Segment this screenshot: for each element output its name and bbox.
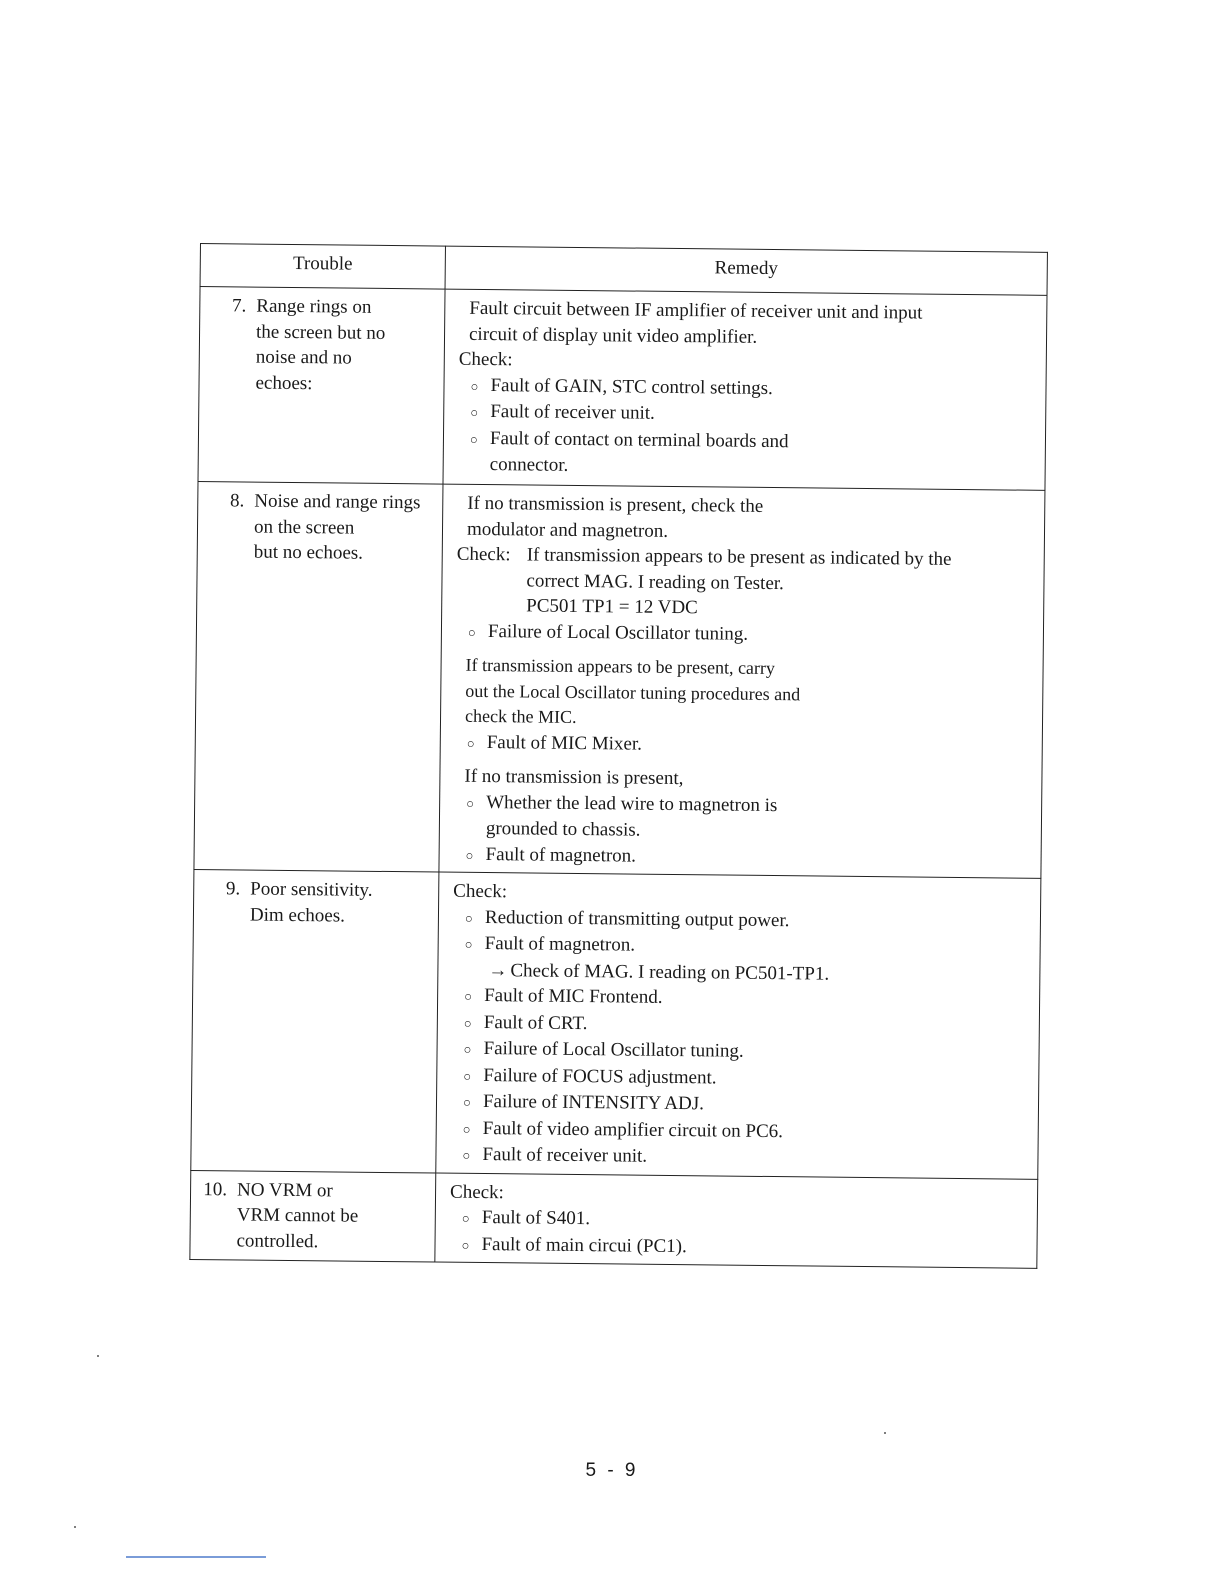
remedy-item: grounded to chassis. (485, 818, 641, 841)
remedy-item: Failure of Local Oscillator tuning. (487, 620, 749, 645)
remedy-item: Fault of MIC Frontend. (484, 985, 663, 1008)
remedy-item: Check of MAG. I reading on PC501-TP1. (510, 959, 830, 985)
remedy-cell (435, 1173, 1038, 1269)
trouble-cell (190, 1170, 436, 1262)
bullet-icon: ○ (462, 1094, 471, 1110)
remedy-line: check the MIC. (464, 705, 577, 727)
remedy-item: Fault of magnetron. (484, 933, 636, 956)
remedy-item: Fault of GAIN, STC control settings. (490, 374, 773, 399)
check-label: Check: (453, 880, 508, 903)
remedy-line: If no transmission is present, check the (467, 492, 764, 517)
trouble-number: 10. (203, 1178, 228, 1200)
table-row (198, 287, 1047, 491)
scan-artifact-line (126, 1556, 266, 1558)
bullet-icon: ○ (464, 936, 473, 952)
table-row (190, 1170, 1038, 1268)
trouble-number: 7. (231, 295, 247, 317)
trouble-number: 9. (225, 878, 241, 900)
trouble-line: the screen but no (255, 321, 386, 344)
remedy-item: Reduction of transmitting output power. (484, 906, 790, 931)
trouble-line: Poor sensitivity. (250, 878, 373, 901)
trouble-cell (191, 869, 439, 1172)
bullet-icon: ○ (462, 1121, 471, 1137)
scan-speck (884, 1432, 886, 1434)
check-label: Check: (449, 1181, 505, 1203)
remedy-item: Fault of receiver unit. (490, 401, 655, 424)
remedy-item: connector. (489, 454, 569, 476)
remedy-item: Whether the lead wire to magnetron is (486, 791, 778, 816)
bullet-icon: ○ (461, 1237, 470, 1253)
remedy-line: If transmission appears to be present as indicated by the (526, 544, 952, 570)
bullet-icon: ○ (464, 910, 473, 926)
remedy-item: Fault of video amplifier circuit on PC6. (482, 1117, 784, 1142)
remedy-item: Fault of main circui (PC1). (481, 1233, 687, 1257)
remedy-line: circuit of display unit video amplifier. (468, 323, 758, 348)
trouble-line: Noise and range rings (254, 490, 421, 514)
remedy-item: Fault of contact on terminal boards and (489, 427, 789, 452)
remedy-line: If transmission appears to be present, carry (465, 654, 776, 679)
bullet-icon: ○ (466, 795, 475, 811)
check-label: Check: (456, 543, 511, 566)
bullet-icon: ○ (463, 1041, 472, 1057)
trouble-cell (194, 481, 443, 872)
trouble-line: echoes: (255, 372, 313, 394)
trouble-line: Dim echoes. (249, 904, 346, 927)
bullet-icon: ○ (470, 378, 479, 394)
trouble-line: Range rings on (256, 295, 372, 318)
table-row (194, 481, 1045, 878)
remedy-line: modulator and magnetron. (466, 518, 669, 542)
remedy-line: out the Local Oscillator tuning procedures and (465, 680, 801, 704)
bullet-icon: ○ (461, 1210, 470, 1226)
trouble-line: NO VRM or (236, 1178, 333, 1201)
trouble-line: on the screen (253, 516, 355, 539)
bullet-icon: ○ (464, 988, 473, 1004)
remedy-cell (436, 872, 1041, 1179)
remedy-line: correct MAG. I reading on Tester. (526, 569, 784, 594)
table-row (191, 869, 1041, 1178)
bullet-icon: ○ (462, 1147, 471, 1163)
arrow-icon: → (488, 959, 508, 981)
troubleshooting-table (189, 243, 1048, 1269)
scan-speck (74, 1526, 76, 1528)
remedy-line: PC501 TP1 = 12 VDC (526, 595, 698, 619)
bullet-icon: ○ (463, 1015, 472, 1031)
bullet-icon: ○ (463, 1068, 472, 1084)
header-trouble: Trouble (200, 244, 445, 290)
trouble-line: controlled. (236, 1229, 319, 1252)
scan-speck (97, 1355, 99, 1357)
trouble-number: 8. (229, 490, 245, 512)
trouble-line: VRM cannot be (236, 1204, 359, 1227)
remedy-item: Failure of FOCUS adjustment. (483, 1064, 717, 1088)
remedy-line: Fault circuit between IF amplifier of receiver unit and input (469, 297, 923, 324)
remedy-item: Failure of INTENSITY ADJ. (482, 1091, 705, 1115)
remedy-item: Fault of CRT. (483, 1011, 588, 1034)
trouble-line: but no echoes. (253, 541, 364, 564)
remedy-item: Fault of receiver unit. (482, 1144, 648, 1167)
remedy-item: Failure of Local Oscillator tuning. (483, 1038, 744, 1062)
trouble-cell (198, 287, 445, 485)
trouble-line: noise and no (255, 346, 352, 369)
remedy-cell (443, 289, 1047, 490)
remedy-item: Fault of magnetron. (485, 843, 637, 867)
page-number: 5 - 9 (585, 1460, 639, 1481)
bullet-icon: ○ (467, 624, 476, 640)
check-label: Check: (458, 348, 513, 371)
remedy-item: Fault of MIC Mixer. (486, 731, 643, 755)
bullet-icon: ○ (470, 404, 479, 420)
header-remedy: Remedy (445, 246, 1047, 295)
bullet-icon: ○ (469, 431, 478, 447)
remedy-item: Fault of S401. (481, 1207, 591, 1230)
remedy-line: If no transmission is present, (464, 765, 684, 790)
bullet-icon: ○ (466, 735, 475, 751)
remedy-cell (439, 484, 1045, 878)
bullet-icon: ○ (465, 847, 474, 863)
